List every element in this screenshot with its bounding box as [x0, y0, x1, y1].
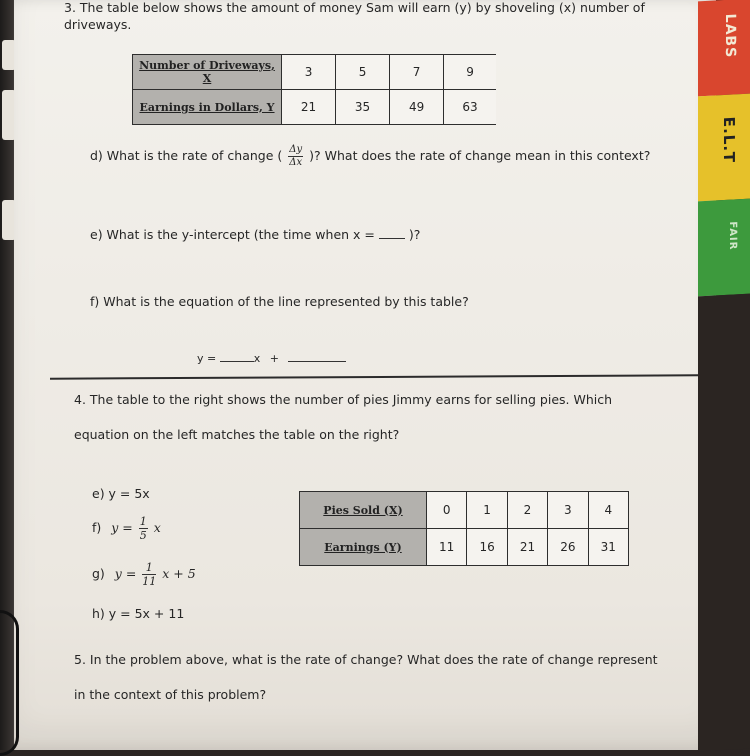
table-cell: 3	[548, 492, 588, 529]
choice-f	[92, 516, 161, 541]
table-cell: 4	[588, 492, 628, 529]
choice-e: e) y = 5x	[92, 486, 150, 501]
part-d-text-before: d) What is the rate of change (	[90, 148, 283, 163]
choice-g-fraction	[142, 562, 156, 587]
table-cell: 31	[588, 529, 628, 566]
q3-prompt-line2: driveways.	[64, 17, 132, 32]
table-cell: 21	[282, 90, 336, 125]
table-cell: 2	[507, 492, 547, 529]
table-cell: 35	[336, 90, 390, 125]
choice-h: h) y = 5x + 11	[92, 606, 185, 621]
driveways-table	[132, 54, 496, 125]
choice-g-label: g)	[92, 566, 105, 581]
choice-f-fraction	[139, 516, 148, 541]
answer-blank[interactable]	[379, 238, 405, 239]
part-d-text-after: )? What does the rate of change mean in this context?	[309, 148, 651, 163]
table-cell: 11	[427, 529, 467, 566]
table-cell: 21	[507, 529, 547, 566]
fraction-numerator: Δy	[289, 144, 303, 155]
q3-prompt-line1: 3. The table below shows the amount of money Sam will earn (y) by shoveling (x) number of	[64, 0, 645, 15]
binder-background	[698, 294, 750, 752]
table-cell: 9	[444, 55, 496, 90]
pies-sold-header: Pies Sold (X)	[300, 492, 427, 529]
choice-f-rhs: x	[153, 520, 161, 535]
fraction-numerator: 1	[139, 515, 147, 528]
choice-g-rhs: x + 5	[162, 566, 196, 581]
binder-clip	[0, 610, 19, 756]
q3-part-e	[90, 229, 420, 242]
table-row	[300, 492, 629, 529]
slope-blank[interactable]	[220, 361, 254, 362]
choice-g-lhs: y =	[114, 566, 137, 581]
pies-table	[299, 491, 629, 566]
table-row	[300, 529, 629, 566]
choice-g	[92, 562, 196, 587]
part-e-text-after: )?	[408, 227, 421, 242]
section-divider	[50, 374, 698, 379]
table-cell: 16	[467, 529, 507, 566]
fraction-denominator: Δx	[289, 157, 303, 168]
tab-label: LABS	[722, 13, 738, 59]
delta-fraction	[288, 145, 303, 168]
fraction-denominator: 11	[142, 575, 157, 588]
fraction-numerator: 1	[142, 562, 156, 575]
earnings-header: Earnings in Dollars, Y	[133, 90, 282, 125]
intercept-blank[interactable]	[288, 361, 346, 362]
q4-prompt-line1: 4. The table to the right shows the number of pies Jimmy earns for selling pies. Which	[74, 392, 613, 407]
q5-line2: in the context of this problem?	[74, 687, 267, 702]
table-cell: 7	[390, 55, 444, 90]
fair-tab[interactable]	[698, 199, 750, 297]
driveways-header: Number of Driveways, X	[133, 55, 282, 90]
fraction-denominator: 5	[139, 529, 147, 542]
labs-tab[interactable]	[698, 0, 750, 96]
table-cell: 0	[427, 492, 467, 529]
table-cell: 49	[390, 90, 444, 125]
tab-label: FAIR	[727, 221, 738, 251]
equation-plus: +	[269, 352, 279, 365]
part-e-text-before: e) What is the y-intercept (the time when x =	[90, 227, 375, 242]
earnings-header: Earnings (Y)	[300, 529, 427, 566]
choice-f-lhs: y =	[111, 520, 133, 535]
table-cell: 5	[336, 55, 390, 90]
q3-part-d	[90, 145, 650, 168]
table-cell: 63	[444, 90, 496, 125]
table-row	[133, 90, 497, 125]
table-cell: 26	[548, 529, 588, 566]
q4-prompt-line2: equation on the left matches the table on the right?	[74, 427, 400, 442]
worksheet-page	[14, 0, 716, 750]
tab-label: E.L.T	[720, 116, 738, 164]
q3-part-f: f) What is the equation of the line represented by this table?	[90, 294, 469, 309]
choice-f-label: f)	[92, 520, 102, 535]
q5-line1: 5. In the problem above, what is the rate of change? What does the rate of change represent	[74, 652, 658, 667]
table-cell: 3	[282, 55, 336, 90]
elt-tab[interactable]	[698, 94, 750, 202]
table-cell: 1	[467, 492, 507, 529]
table-row	[133, 55, 497, 90]
equation-x: x	[253, 352, 261, 365]
equation-template	[197, 353, 346, 364]
equation-y: y =	[197, 352, 217, 365]
